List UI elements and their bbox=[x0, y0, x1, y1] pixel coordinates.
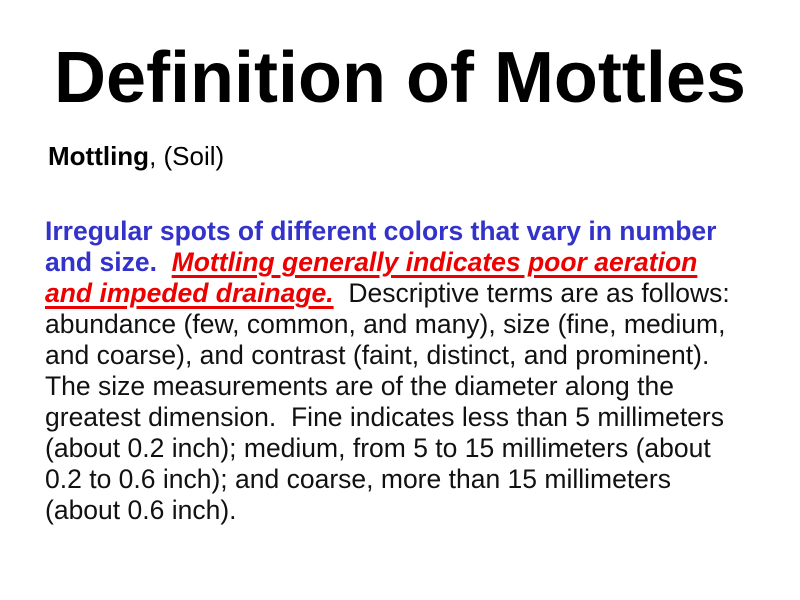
body-text: The size measurements are of the diameter along the bbox=[45, 371, 674, 401]
blue-emphasis-text: Irregular spots of different colors that vary in number bbox=[45, 216, 717, 246]
body-text: and coarse), and contrast (faint, distinct, and prominent). bbox=[45, 340, 710, 370]
red-underlined-emphasis-text: Mottling generally indicates poor aeration bbox=[171, 247, 698, 277]
slide-title: Definition of Mottles bbox=[54, 38, 746, 118]
subtitle-rest: , (Soil) bbox=[149, 141, 225, 171]
subtitle-term: Mottling bbox=[48, 141, 150, 171]
body-text: Descriptive terms are as follows: bbox=[333, 278, 730, 308]
red-underlined-emphasis-text: and impeded drainage. bbox=[45, 278, 334, 308]
subtitle-line bbox=[48, 141, 224, 171]
body-text: 0.2 to 0.6 inch); and coarse, more than 15 millimeters bbox=[45, 464, 671, 494]
paragraph-line bbox=[45, 371, 765, 402]
paragraph-line bbox=[45, 216, 765, 247]
body-text: greatest dimension. Fine indicates less than 5 millimeters bbox=[45, 402, 724, 432]
paragraph-line bbox=[45, 247, 765, 278]
paragraph-line bbox=[45, 495, 765, 526]
blue-emphasis-text: and size. bbox=[45, 247, 172, 277]
paragraph-line bbox=[45, 309, 765, 340]
definition-paragraph bbox=[45, 216, 765, 526]
paragraph-line bbox=[45, 433, 765, 464]
paragraph-line bbox=[45, 464, 765, 495]
paragraph-line bbox=[45, 402, 765, 433]
body-text: abundance (few, common, and many), size (fine, medium, bbox=[45, 309, 726, 339]
paragraph-line bbox=[45, 340, 765, 371]
paragraph-line bbox=[45, 278, 765, 309]
body-text: (about 0.2 inch); medium, from 5 to 15 millimeters (about bbox=[45, 433, 711, 463]
body-text: (about 0.6 inch). bbox=[45, 495, 237, 525]
